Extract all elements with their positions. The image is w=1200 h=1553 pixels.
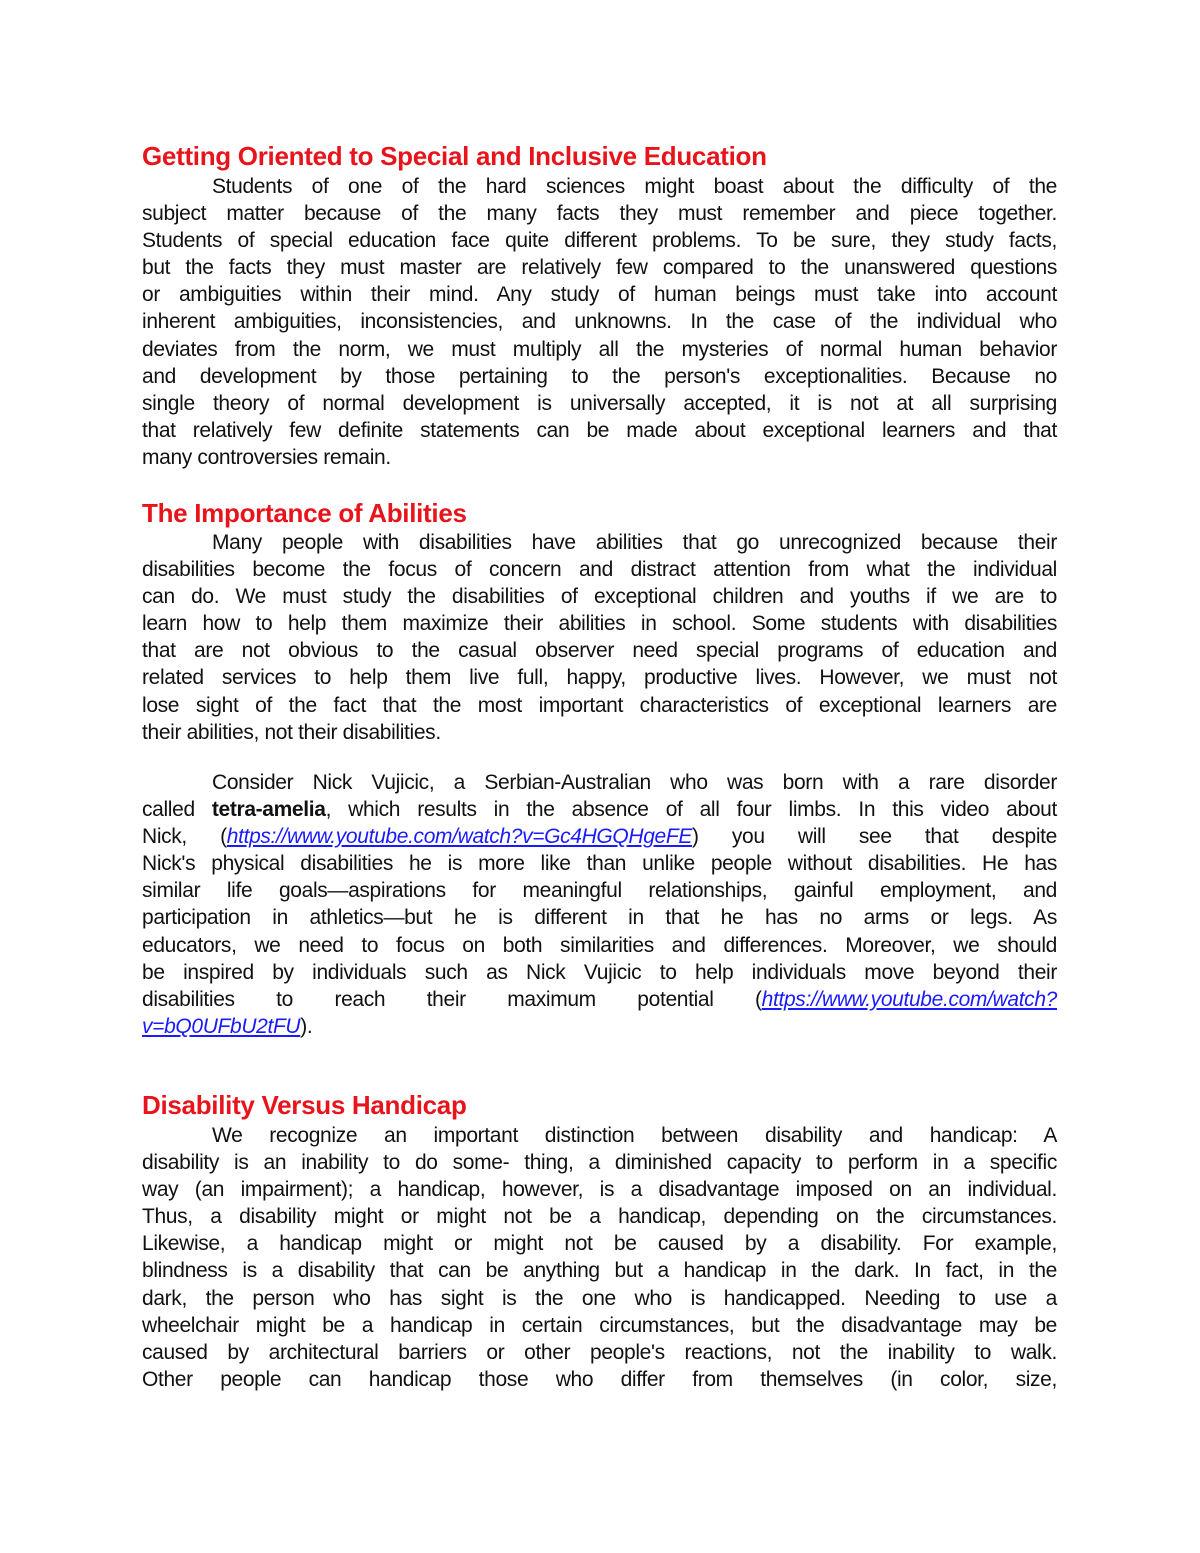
text-line: that are not obvious to the casual observer need special programs of education and bbox=[142, 639, 1057, 663]
text-line: lose sight of the fact that the most important characteristics of exceptional learners are bbox=[142, 693, 1057, 717]
text-line: Many people with disabilities have abilities that go unrecognized because their bbox=[212, 531, 1057, 554]
text-segment: disabilities to reach their maximum potential ( bbox=[142, 987, 762, 1011]
text-line: Students of special education face quite different problems. To be sure, they study facts, bbox=[142, 229, 1057, 253]
text-line: Likewise, a handicap might or might not be caused by a disability. For example, bbox=[142, 1232, 1057, 1256]
text-line: related services to help them live full, happy, productive lives. However, we must not bbox=[142, 666, 1057, 690]
text-line: that relatively few definite statements can be made about exceptional learners and that bbox=[142, 418, 1057, 442]
paragraph-getting-oriented bbox=[142, 173, 1057, 471]
text-line: disability is an inability to do some- thing, a diminished capacity to perform in a specific bbox=[142, 1151, 1057, 1175]
bold-term: tetra-amelia bbox=[211, 798, 326, 822]
text-line: participation in athletics—but he is different in that he has no arms or legs. As bbox=[142, 906, 1057, 930]
text-line: way (an impairment); a handicap, however, is a disadvantage imposed on an individual. bbox=[142, 1178, 1057, 1202]
text-line: wheelchair might be a handicap in certain circumstances, but the disadvantage may be bbox=[142, 1313, 1057, 1337]
text-line: learn how to help them maximize their abilities in school. Some students with disabilities bbox=[142, 612, 1057, 636]
text-line: Students of one of the hard sciences might boast about the difficulty of the bbox=[212, 175, 1057, 198]
paragraph-abilities bbox=[142, 529, 1057, 746]
video-link[interactable]: https://www.youtube.com/watch?v=Gc4HGQHgeFE bbox=[226, 825, 693, 849]
text-line: single theory of normal development is universally accepted, it is not at all surprising bbox=[142, 391, 1057, 415]
text-line: Other people can handicap those who differ from themselves (in color, size, bbox=[142, 1367, 1057, 1391]
text-line: Consider Nick Vujicic, a Serbian-Australian who was born with a rare disorder bbox=[212, 771, 1057, 794]
text-segment: ). bbox=[300, 1014, 313, 1038]
video-link[interactable]: v=bQ0UFbU2tFU bbox=[142, 1014, 301, 1038]
paragraph-nick-vujicic bbox=[142, 769, 1057, 1040]
text-line: Nick's physical disabilities he is more like than unlike people without disabilities. He has bbox=[142, 852, 1057, 876]
text-line: or ambiguities within their mind. Any study of human beings must take into account bbox=[142, 283, 1057, 307]
text-line: their abilities, not their disabilities. bbox=[142, 720, 441, 744]
text-line: can do. We must study the disabilities of exceptional children and youths if we are to bbox=[142, 585, 1057, 609]
text-segment: called bbox=[142, 798, 212, 822]
text-line: be inspired by individuals such as Nick Vujicic to help individuals move beyond their bbox=[142, 960, 1057, 984]
heading-disability-versus-handicap: Disability Versus Handicap bbox=[142, 1090, 467, 1120]
video-link[interactable]: https://www.youtube.com/watch? bbox=[761, 987, 1057, 1011]
text-line: subject matter because of the many facts they must remember and piece together. bbox=[142, 202, 1057, 226]
text-line: deviates from the norm, we must multiply all the mysteries of normal human behavior bbox=[142, 337, 1057, 361]
text-line bbox=[142, 986, 1057, 1013]
text-line: educators, we need to focus on both similarities and differences. Moreover, we should bbox=[142, 933, 1057, 957]
text-line: disabilities become the focus of concern and distract attention from what the individual bbox=[142, 558, 1057, 582]
text-line: similar life goals—aspirations for meaningful relationships, gainful employment, and bbox=[142, 879, 1057, 903]
text-line: dark, the person who has sight is the one who is handicapped. Needing to use a bbox=[142, 1286, 1057, 1310]
text-line: inherent ambiguities, inconsistencies, and unknowns. In the case of the individual who bbox=[142, 310, 1057, 334]
text-line: blindness is a disability that can be anything but a handicap in the dark. In fact, in the bbox=[142, 1259, 1057, 1283]
text-line bbox=[142, 1013, 1057, 1040]
text-line: Thus, a disability might or might not be a handicap, depending on the circumstances. bbox=[142, 1205, 1057, 1229]
text-line: many controversies remain. bbox=[142, 445, 391, 469]
text-line: and development by those pertaining to the person's exceptionalities. Because no bbox=[142, 364, 1057, 388]
text-line: but the facts they must master are relatively few compared to the unanswered questions bbox=[142, 256, 1057, 280]
text-line bbox=[142, 796, 1057, 823]
paragraph-disability-handicap bbox=[142, 1122, 1057, 1393]
text-segment: ) you will see that despite bbox=[692, 825, 1058, 849]
text-line: caused by architectural barriers or other people's reactions, not the inability to walk. bbox=[142, 1340, 1057, 1364]
text-segment: , which results in the absence of all four limbs. In this video about bbox=[325, 798, 1057, 822]
text-segment: Nick, ( bbox=[142, 825, 227, 849]
heading-importance-of-abilities: The Importance of Abilities bbox=[142, 498, 467, 528]
text-line: We recognize an important distinction between disability and handicap: A bbox=[212, 1124, 1057, 1147]
text-line bbox=[142, 823, 1057, 850]
heading-getting-oriented: Getting Oriented to Special and Inclusive Education bbox=[142, 141, 767, 171]
